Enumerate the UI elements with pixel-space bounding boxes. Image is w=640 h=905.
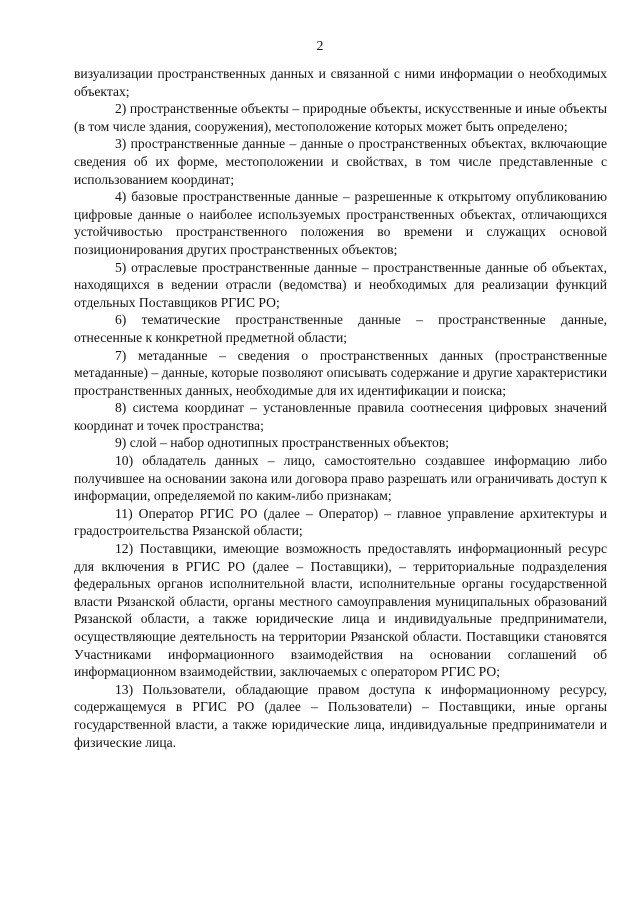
paragraph-item-5: 5) отраслевые пространственные данные – пространственные данные об объектах, находящихся в ведении отрасли (ведомства) и необходимых для реализации функций отдельных Поставщиков РГИС РО;	[74, 259, 607, 310]
paragraph-1-continuation: визуализации пространственных данных и связанной с ними информации о необходимых объектах;	[74, 66, 607, 99]
paragraph-item-7: 7) метаданные – сведения о пространственных данных (пространственные метаданные) – данные, которые позволяют описывать содержание и другие характеристики пространственных данных, необходимые для их идентификации и поиска;	[74, 347, 607, 398]
paragraph-item-6: 6) тематические пространственные данные – пространственные данные, отнесенные к конкретной предметной области;	[74, 312, 607, 345]
paragraph-item-3: 3) пространственные данные – данные о пространственных объектах, включающие сведения об их форме, местоположении и свойствах, в том числе представленные с использованием координат;	[74, 136, 607, 187]
paragraph-item-4: 4) базовые пространственные данные – разрешенные к открытому опубликованию цифровые данные о наиболее используемых пространственных объектах, отличающихся устойчивостью пространственного положения во времени и служащих основой позиционирования других пространственных объектов;	[74, 189, 607, 257]
paragraph-item-12: 12) Поставщики, имеющие возможность предоставлять информационный ресурс для включения в РГИС РО (далее – Поставщики), – территориальные подразделения федеральных органов исполнительной власти, исполнительные органы государственной власти Рязанской области, органы местного самоуправления муниципальных образований Рязанской области, а также юридические лица и индивидуальные предприниматели, осуществляющие деятельность на территории Рязанской области. Поставщики становятся Участниками информационного взаимодействия на основании соглашений об информационном взаимодействии, заключаемых с оператором РГИС РО;	[74, 541, 607, 680]
paragraph-item-10: 10) обладатель данных – лицо, самостоятельно создавшее информацию либо получившее на основании закона или договора право разрешать или ограничивать доступ к информации, определяемой по каким-либо признакам;	[74, 453, 607, 504]
document-body	[74, 65, 607, 751]
paragraph-item-11: 11) Оператор РГИС РО (далее – Оператор) – главное управление архитектуры и градостроительства Рязанской области;	[74, 505, 607, 539]
paragraph-item-2: 2) пространственные объекты – природные объекты, искусственные и иные объекты (в том числе здания, сооружения), местоположение которых может быть определено;	[74, 101, 607, 134]
paragraph-item-13: 13) Пользователи, обладающие правом доступа к информационному ресурсу, содержащемуся в РГИС РО (далее – Пользователи) – Поставщики, иные органы государственной власти, а также юридические лица, индивидуальные предприниматели и физические лица.	[74, 681, 607, 750]
paragraph-item-8: 8) система координат – установленные правила соотнесения цифровых значений координат и точек пространства;	[74, 400, 607, 433]
paragraph-item-9: 9) слой – набор однотипных пространственных объектов;	[115, 435, 450, 451]
page-number: 2	[316, 38, 324, 53]
